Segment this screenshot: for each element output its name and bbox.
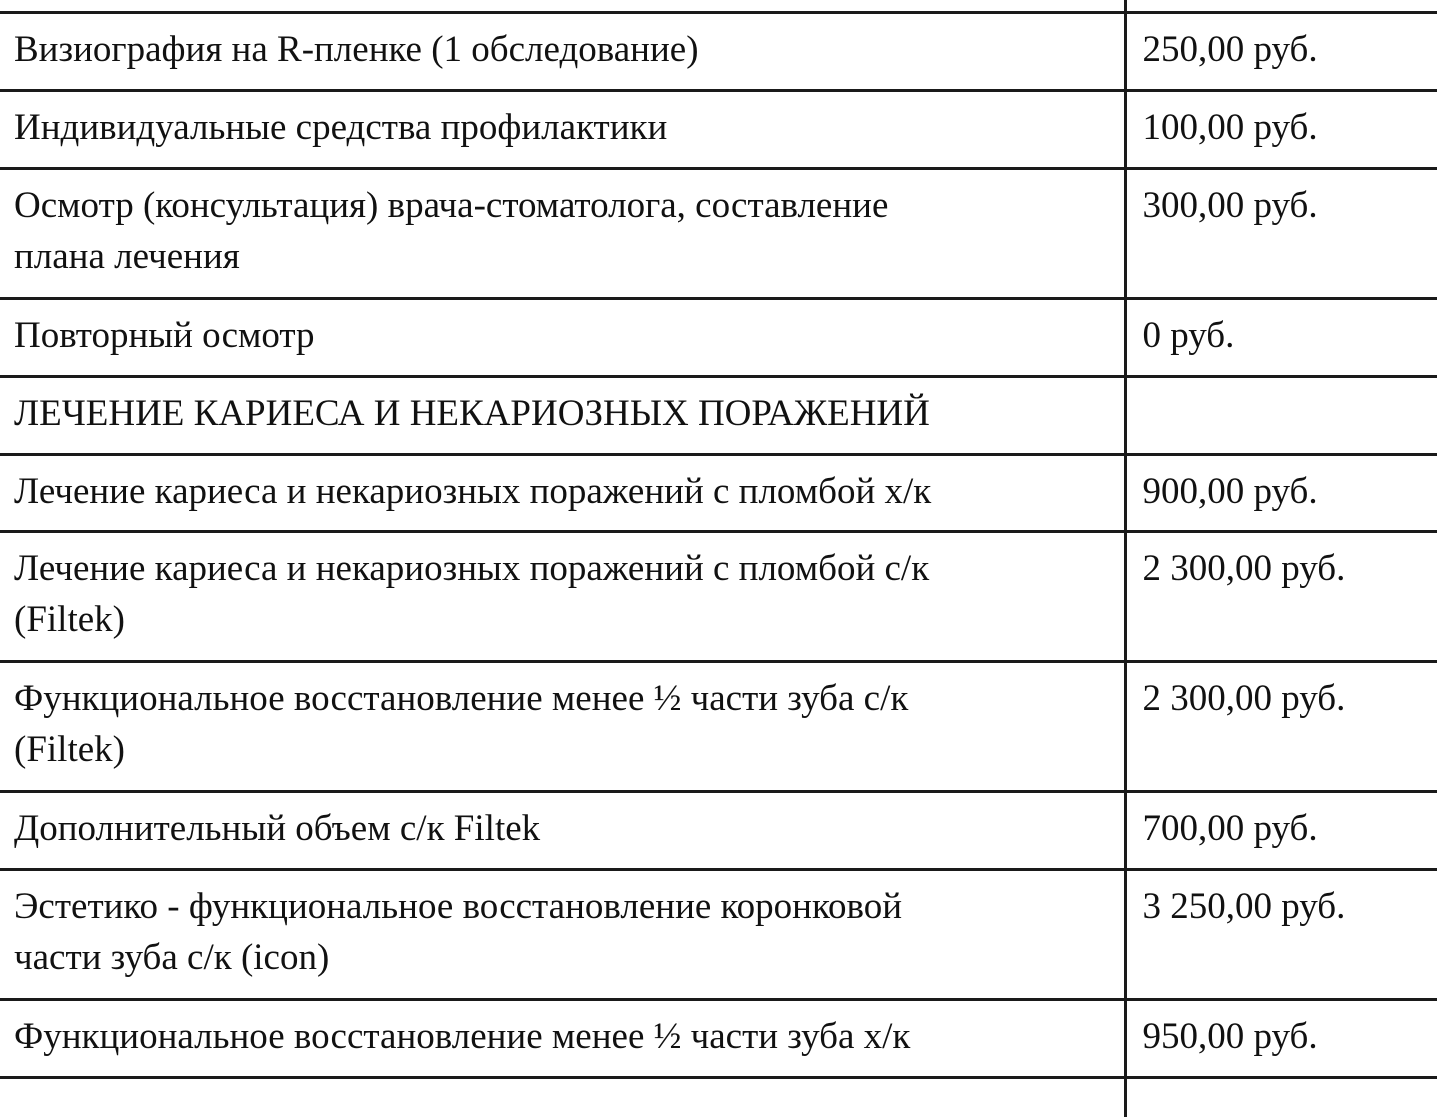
price-cell [1125,791,1437,869]
service-name-line: Осмотр (консультация) врача-стоматолога, составление [14,184,889,226]
service-price: 2 300,00 руб. [1142,677,1346,719]
service-name: Повторный осмотр [14,314,315,356]
service-price: 900,00 руб. [1142,470,1318,512]
service-price: 700,00 руб. [1142,807,1318,849]
service-name-line: части зуба с/к (icon) [14,936,330,978]
table-row [0,531,1437,661]
service-cell [0,12,1125,90]
price-cell-empty [1125,376,1437,454]
service-cell [0,869,1125,999]
table-row [0,298,1437,376]
price-cell [1125,999,1437,1077]
section-heading-cell [0,376,1125,454]
service-name: Функциональное восстановление менее ½ части зуба х/к [14,1015,911,1057]
table-row [0,90,1437,168]
service-name-line: (Filtek) [14,598,125,640]
service-name: Визиография на R-пленке (1 обследование) [14,28,699,70]
service-cell [0,454,1125,531]
price-cell [1125,454,1437,531]
service-cell [0,531,1125,661]
service-name-line: Лечение кариеса и некариозных поражений с пломбой с/к [14,547,930,589]
service-name: Дополнительный объем с/к Filtek [14,807,541,849]
service-cell [0,1077,1125,1117]
price-cell [1125,0,1437,12]
service-cell [0,661,1125,791]
service-cell [0,298,1125,376]
table-row [0,869,1437,999]
service-cell [0,168,1125,298]
table-row [0,791,1437,869]
service-name-line: Функциональное восстановление менее ½ части зуба с/к [14,677,909,719]
service-price: 250,00 руб. [1142,28,1318,70]
service-name: Лечение кариеса и некариозных поражений с пломбой х/к [14,470,932,512]
section-heading-row [0,376,1437,454]
section-heading: ЛЕЧЕНИЕ КАРИЕСА И НЕКАРИОЗНЫХ ПОРАЖЕНИЙ [14,392,930,434]
table-row [0,12,1437,90]
service-cell [0,0,1125,12]
price-cell [1125,531,1437,661]
service-price: 950,00 руб. [1142,1015,1318,1057]
service-price: 2 300,00 руб. [1142,547,1346,589]
service-name-line: (Filtek) [14,728,125,770]
table-row-cut-off-top [0,0,1437,12]
table-row [0,661,1437,791]
price-cell [1125,90,1437,168]
service-name: Индивидуальные средства профилактики [14,106,668,148]
price-cell [1125,1077,1437,1117]
service-name-line: плана лечения [14,235,240,277]
table-row [0,999,1437,1077]
service-name-line: Эстетико - функциональное восстановление коронковой [14,885,903,927]
service-price: 100,00 руб. [1142,106,1318,148]
service-price: 300,00 руб. [1142,184,1318,226]
table-row [0,168,1437,298]
service-cell [0,791,1125,869]
service-cell [0,999,1125,1077]
service-cell [0,90,1125,168]
table-row-cut-off-bottom [0,1077,1437,1117]
service-price: 3 250,00 руб. [1142,885,1346,927]
price-cell [1125,168,1437,298]
service-price: 0 руб. [1142,314,1235,356]
price-cell [1125,661,1437,791]
price-cell [1125,869,1437,999]
table-row [0,454,1437,531]
price-cell [1125,298,1437,376]
price-cell [1125,12,1437,90]
